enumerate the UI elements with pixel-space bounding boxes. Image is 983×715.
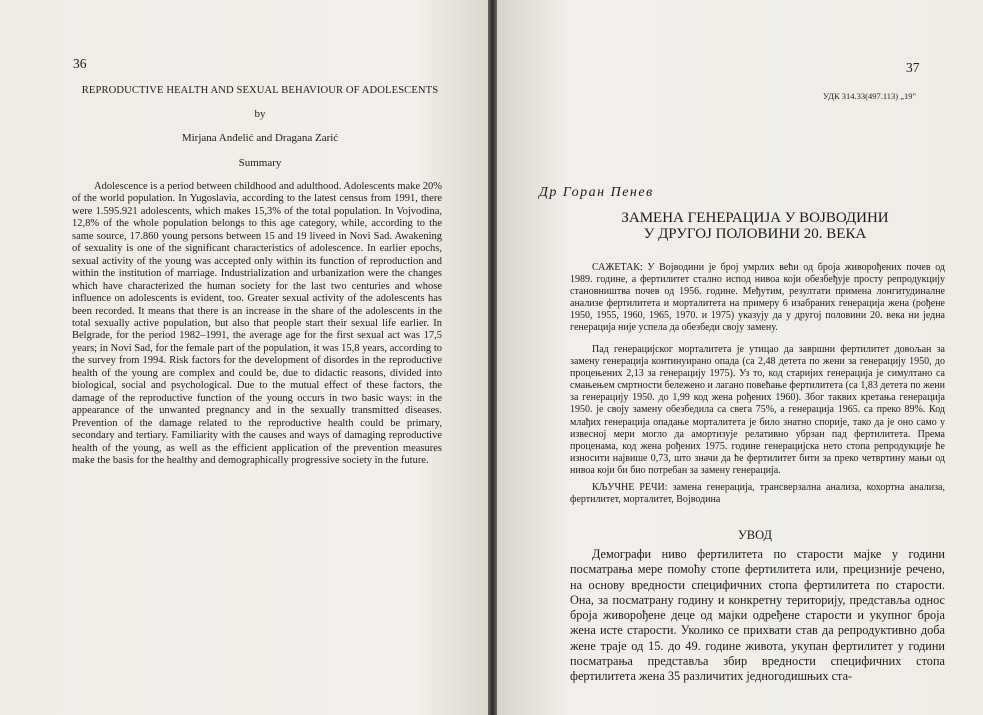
article-title-line-1: ЗАМЕНА ГЕНЕРАЦИЈА У ВОЈВОДИНИ bbox=[621, 210, 889, 226]
page-number: 36 bbox=[73, 56, 87, 71]
article-authors: Mirjana Anđelić and Dragana Zarić bbox=[181, 132, 339, 144]
summary-heading: Summary bbox=[238, 157, 282, 169]
book-gutter bbox=[488, 0, 497, 715]
article-author: Др Горан Пенев bbox=[539, 185, 654, 200]
right-page bbox=[497, 0, 983, 715]
udc-code: УДК 314.33(497.113) „19" bbox=[823, 91, 916, 101]
article-title: REPRODUCTIVE HEALTH AND SEXUAL BEHAVIOUR OF ADOLESCENTS bbox=[81, 85, 439, 96]
page-number: 37 bbox=[906, 60, 920, 75]
summary-text: Adolescence is a period between childhood and adulthood. Adolescents make 20% of the world population. In Yugoslavia, according to the latest census from 1991, there were 1.595.921 adolescents, which makes 15,3% of the total population. In Vojvodina, 12,8% of the whole population belongs to this age category, while, according to the same source, 17.860 young persons between 15 and 19 liveed in Novi Sad. Awakening of sexuality is one of the significant characteristics of adolescence. In earlier epochs, sexual activity of the young was accepted only within its function of reproduction and within the institution of marriage. Industrialization and urbanization were the changes which have characterized the human society for the last two centuries and whose influence on adolescents is evident, too. Greater sexual activity of the adolescents has been recorded. It means that there is an increase in the share of the adolescents in the total sexually active population, but also that people start their sexual life earlier. In Belgrade, for the period 1982–1991, the average age for the first sexual act was 17,5 years; in Novi Sad, for the female part of the population, it was 15,8 years, according to the survey from 1994. Risk factors for the development of disordes in the reproductive health of the young are complex and could be, due to didactic reasons, divided into biological, social and psychological. Due to the mutual effect of these factors, the damage of the reproductive function of the young occurs in two basic ways: in the appearance of the unwanted pregnancy and in the sexually transmitted diseases. Prevention of the damage related to the reproductive health could be primary, secondary and tertiary. Familiarity with the causes and ways of damaging reproductive health of the young, as well as the efficient application of the prevention measures make the basis for the healthy and demographically progressive society in the future. bbox=[72, 181, 442, 466]
left-page bbox=[0, 0, 488, 715]
section-heading: УВОД bbox=[737, 528, 773, 542]
keywords: КЉУЧНЕ РЕЧИ: замена генерација, трансверзална анализа, кохортна анализа, фертилитет, морталитет, Војводина bbox=[570, 482, 945, 506]
intro-paragraph: Демографи ниво фертилитета по старости мајке у години посматрања мере помоћу стопе фертилитета или, прецизније речено, на основу вредности специфичних стопа фертилитета по старости. Она, за посматрану годину и конкретну територију, представља однос броја живорођене деце од мајки одређене старости и укупног броја жена исте старости. Уколико се прихвати став да репродуктивно доба жене траје од 15. до 49. године живота, укупан фертилитет у години посматрања представља збир вредности специфичних стопа фертилитета жена 35 различитих једногодишњих ста- bbox=[570, 547, 945, 684]
article-title-line-2: У ДРУГОЈ ПОЛОВИНИ 20. ВЕКА bbox=[643, 226, 867, 242]
abstract-paragraph-1: САЖЕТАК: У Војводини је број умрлих већи од броја живорођених почев од 1989. године, а фертилитет стално испод нивоа који обезбеђује просту репродукцију становништва почев од 1956. године. Међутим, резултати примена лонгитудиналне анализе фертилитета и морталитета на примеру 6 изабраних генерација жена (рођене 1950, 1955, 1960, 1965, 1970. и 1975) указују да у другој половини 20. века ни једна генерација није успела да обезбеди своју замену. bbox=[570, 262, 945, 334]
abstract-paragraph-2: Пад генерацијског морталитета је утицао да завршни фертилитет довољан за замену генерација континуирано опада (са 2,48 детета по жени за генерацију 1950, до процењених 2,13 за генерацију 1975). Уз то, код старијих генерација је симултано са смањењем смртности бележено и лагано повећање фертилитета (са 1,83 детета по жени за генерацију 1950. до 1,99 код жена рођених 1960). Због таквих кретања генерација 1950. је своју замену обезбедила са свега 75%, а генерација 1965. са преко 89%. Код млађих генерација опадање морталитета је било знатно спорије, тако да је оно само у извесној мери могло да амортизује релативно убрзан пад фертилитета. Према проценама, код жена рођених 1975. године генерацијска нето стопа репродукције ће износити највише 0,73, што значи да ће фертилитет бити за преко четвртину мањи од нивоа који би био потребан за замену генерација. bbox=[570, 344, 945, 476]
byline-by: by bbox=[254, 108, 266, 120]
bleed-through-text bbox=[60, 455, 445, 705]
